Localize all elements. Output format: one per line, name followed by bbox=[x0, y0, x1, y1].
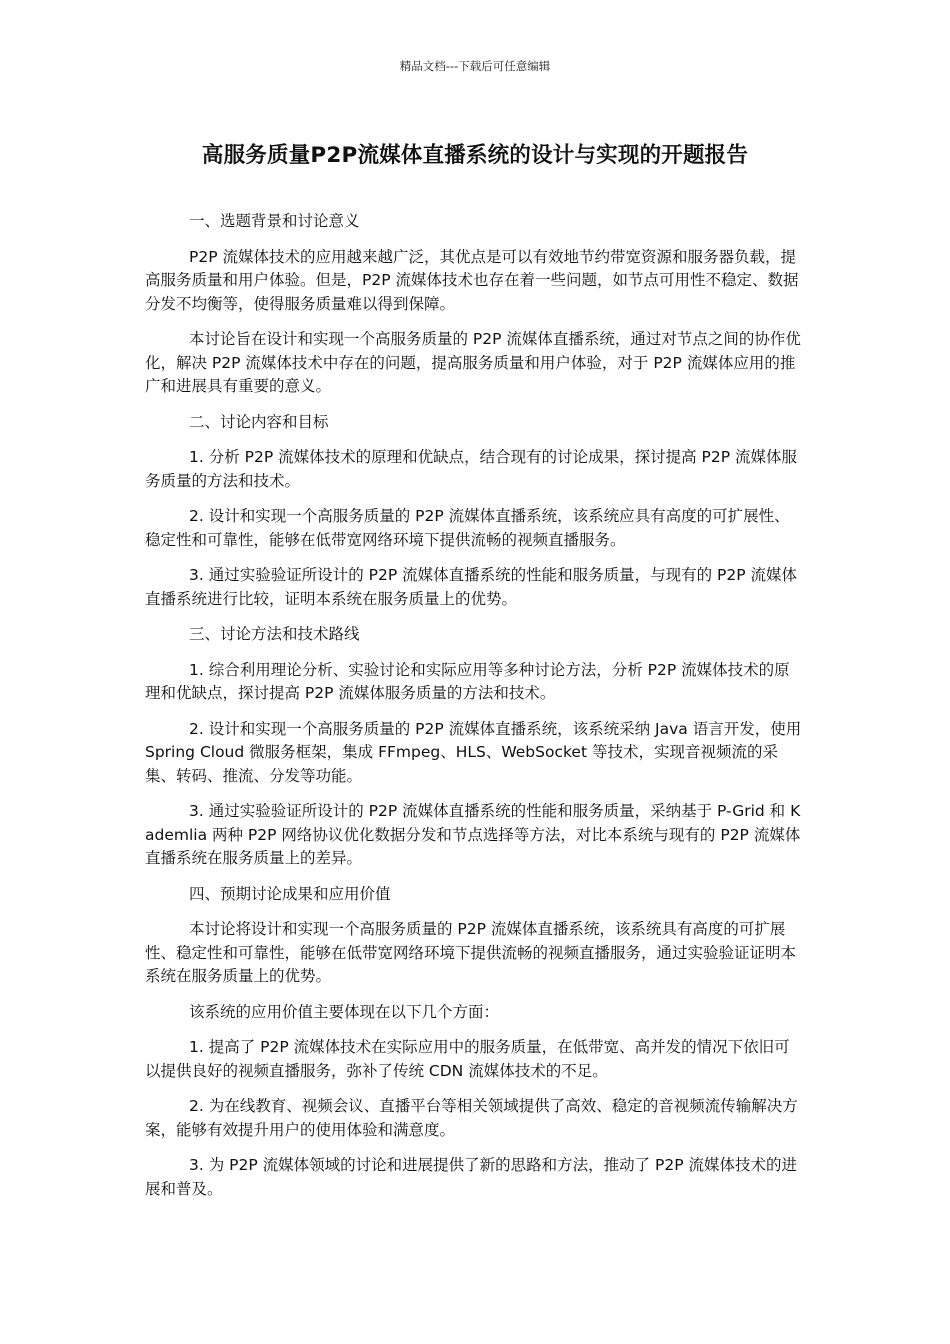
paragraph: 该系统的应用价值主要体现在以下几个方面： bbox=[189, 1002, 500, 1021]
list-item: 3. 为 P2P 流媒体领域的讨论和进展提供了新的思路和方法，推动了 P2P 流媒体技术的进展和普及。 bbox=[145, 1156, 798, 1198]
list-item: 2. 设计和实现一个高服务质量的 P2P 流媒体直播系统，该系统应具有高度的可扩展性、稳定性和可靠性，能够在低带宽网络环境下提供流畅的视频直播服务。 bbox=[145, 507, 790, 549]
paragraph: 本讨论旨在设计和实现一个高服务质量的 P2P 流媒体直播系统，通过对节点之间的协作优化，解决 P2P 流媒体技术中存在的问题，提高服务质量和用户体验，对于 P2P 流媒体应用的推广和进展具有重要的意义。 bbox=[145, 330, 801, 395]
list-item: 1. 分析 P2P 流媒体技术的原理和优缺点，结合现有的讨论成果，探讨提高 P2P 流媒体服务质量的方法和技术。 bbox=[145, 448, 798, 490]
list-item: 3. 通过实验验证所设计的 P2P 流媒体直播系统的性能和服务质量，与现有的 P2P 流媒体直播系统进行比较，证明本系统在服务质量上的优势。 bbox=[145, 566, 798, 608]
section-heading-content-goals: 二、讨论内容和目标 bbox=[189, 412, 329, 431]
section-heading-methods: 三、讨论方法和技术路线 bbox=[189, 625, 360, 643]
paragraph: 本讨论将设计和实现一个高服务质量的 P2P 流媒体直播系统，该系统具有高度的可扩展性、稳定性和可靠性，能够在低带宽网络环境下提供流畅的视频直播服务，通过实验验证证明本系统在服务质量上的优势。 bbox=[145, 920, 797, 985]
list-item: 1. 综合利用理论分析、实验讨论和实际应用等多种讨论方法，分析 P2P 流媒体技术的原理和优缺点，探讨提高 P2P 流媒体服务质量的方法和技术。 bbox=[145, 660, 790, 702]
section-heading-background: 一、选题背景和讨论意义 bbox=[189, 212, 360, 230]
section-heading-expected-results: 四、预期讨论成果和应用价值 bbox=[189, 884, 391, 903]
list-item: 2. 为在线教育、视频会议、直播平台等相关领域提供了高效、稳定的音视频流传输解决方案，能够有效提升用户的使用体验和满意度。 bbox=[145, 1097, 798, 1139]
paragraph: P2P 流媒体技术的应用越来越广泛，其优点是可以有效地节约带宽资源和服务器负载，提高服务质量和用户体验。但是，P2P 流媒体技术也存在着一些问题，如节点可用性不稳定、数据分发不均衡等，使得服务质量难以得到保障。 bbox=[145, 247, 799, 313]
list-item: 3. 通过实验验证所设计的 P2P 流媒体直播系统的性能和服务质量，采纳基于 P-Grid 和 Kademlia 两种 P2P 网络协议优化数据分发和节点选择等方法，对比本系统与现有的 P2P 流媒体直播系统在服务质量上的差异。 bbox=[145, 802, 801, 867]
document-body bbox=[145, 210, 805, 1213]
page-header-note: 精品文档---下载后可任意编辑 bbox=[399, 59, 551, 73]
document-title: 高服务质量P2P流媒体直播系统的设计与实现的开题报告 bbox=[201, 143, 749, 168]
list-item: 1. 提高了 P2P 流媒体技术在实际应用中的服务质量，在低带宽、高并发的情况下依旧可以提供良好的视频直播服务，弥补了传统 CDN 流媒体技术的不足。 bbox=[145, 1038, 790, 1080]
list-item: 2. 设计和实现一个高服务质量的 P2P 流媒体直播系统，该系统采纳 Java 语言开发，使用 Spring Cloud 微服务框架，集成 FFmpeg、HLS、WebSocket 等技术，实现音视频流的采集、转码、推流、分发等功能。 bbox=[145, 719, 802, 785]
